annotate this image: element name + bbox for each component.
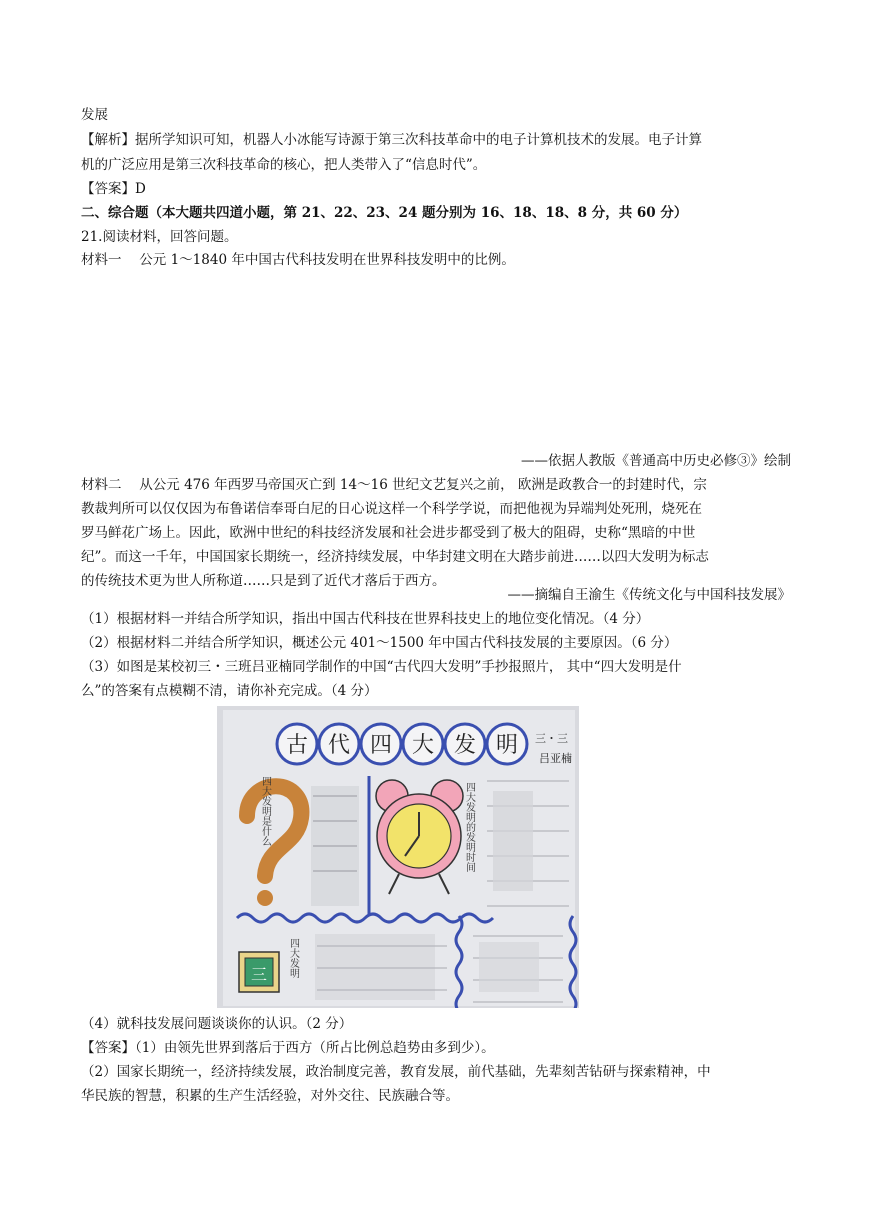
poster-mid-heading: 四大发明的发明时间 <box>463 782 475 872</box>
question-part-4: （4）就科技发展问题谈谈你的认识。（2 分） <box>81 1016 353 1032</box>
text-line: 教裁判所可以仅仅因为布鲁诺信奉哥白尼的日心说这样一个科学学说，而把他视为异端判处死刑，烧死在 <box>81 501 702 517</box>
source-citation: ——摘编自王渝生《传统文化与中国科技发展》 <box>507 587 791 603</box>
answer-line: 【答案】D <box>81 181 146 197</box>
title-char: 代 <box>327 733 351 758</box>
section-heading: 二、综合题（本大题共四道小题，第 21、22、23、24 题分别为 16、18、18、8 分，共 60 分） <box>81 205 688 221</box>
class-label: 三・三 <box>535 732 568 745</box>
title-char: 发 <box>453 733 477 758</box>
text-line: 罗马鲜花广场上。因此，欧洲中世纪的科技经济发展和社会进步都受到了极大的阻碍，史称“黑暗的中世 <box>81 525 696 541</box>
text-line: 机的广泛应用是第三次科技革命的核心，把人类带入了“信息时代”。 <box>81 157 487 173</box>
source-citation: ——依据人教版《普通高中历史必修③》绘制 <box>521 453 791 469</box>
text-line: 的传统技术更为世人所称道……只是到了近代才落后于西方。 <box>81 573 446 589</box>
poster-lower-heading: 四大发明 <box>287 938 299 978</box>
answer-line: （2）国家长期统一，经济持续发展，政治制度完善，教育发展，前代基础，先辈刻苦钻研与探索精神，中 <box>81 1064 711 1080</box>
text-line: 么”的答案有点模糊不清，请你补充完成。（4 分） <box>81 683 378 699</box>
title-char: 四 <box>369 733 393 758</box>
poster-left-heading: 四大发明是什么 <box>259 776 271 846</box>
answer-line: 华民族的智慧，积累的生产生活经验，对外交往、民族融合等。 <box>81 1088 459 1104</box>
book-icon <box>239 952 279 992</box>
material-two-line: 材料二 从公元 476 年西罗马帝国灭亡到 14～16 世纪文艺复兴之前， 欧洲是政教合一的封建时代，宗 <box>81 477 707 493</box>
question-part-2: （2）根据材料二并结合所学知识，概述公元 401～1500 年中国古代科技发展的主要原因。（6 分） <box>81 635 678 651</box>
poster-photo <box>217 706 579 1008</box>
question-part-3: （3）如图是某校初三・三班吕亚楠同学制作的中国“古代四大发明”手抄报照片， 其中“四大发明是什 <box>81 659 682 675</box>
question-number: 21.阅读材料，回答问题。 <box>81 229 238 245</box>
text-line: 发展 <box>81 107 108 123</box>
author-name: 吕亚楠 <box>539 752 572 765</box>
answer-line: 【答案】（1）由领先世界到落后于西方（所占比例总趋势由多到少）。 <box>81 1040 495 1056</box>
question-part-1: （1）根据材料一并结合所学知识，指出中国古代科技在世界科技史上的地位变化情况。（4 分） <box>81 611 650 627</box>
title-char: 明 <box>495 733 519 758</box>
title-char: 大 <box>411 733 435 758</box>
text-line: 纪”。而这一千年，中国国家长期统一，经济持续发展，中华封建文明在大踏步前进……以四大发明为标志 <box>81 549 709 565</box>
svg-text:三: 三 <box>250 965 268 984</box>
title-char: 古 <box>285 733 309 758</box>
analysis-line: 【解析】据所学知识可知，机器人小冰能写诗源于第三次科技革命中的电子计算机技术的发展。电子计算 <box>81 132 702 148</box>
material-one-line: 材料一 公元 1～1840 年中国古代科技发明在世界科技发明中的比例。 <box>81 252 515 268</box>
